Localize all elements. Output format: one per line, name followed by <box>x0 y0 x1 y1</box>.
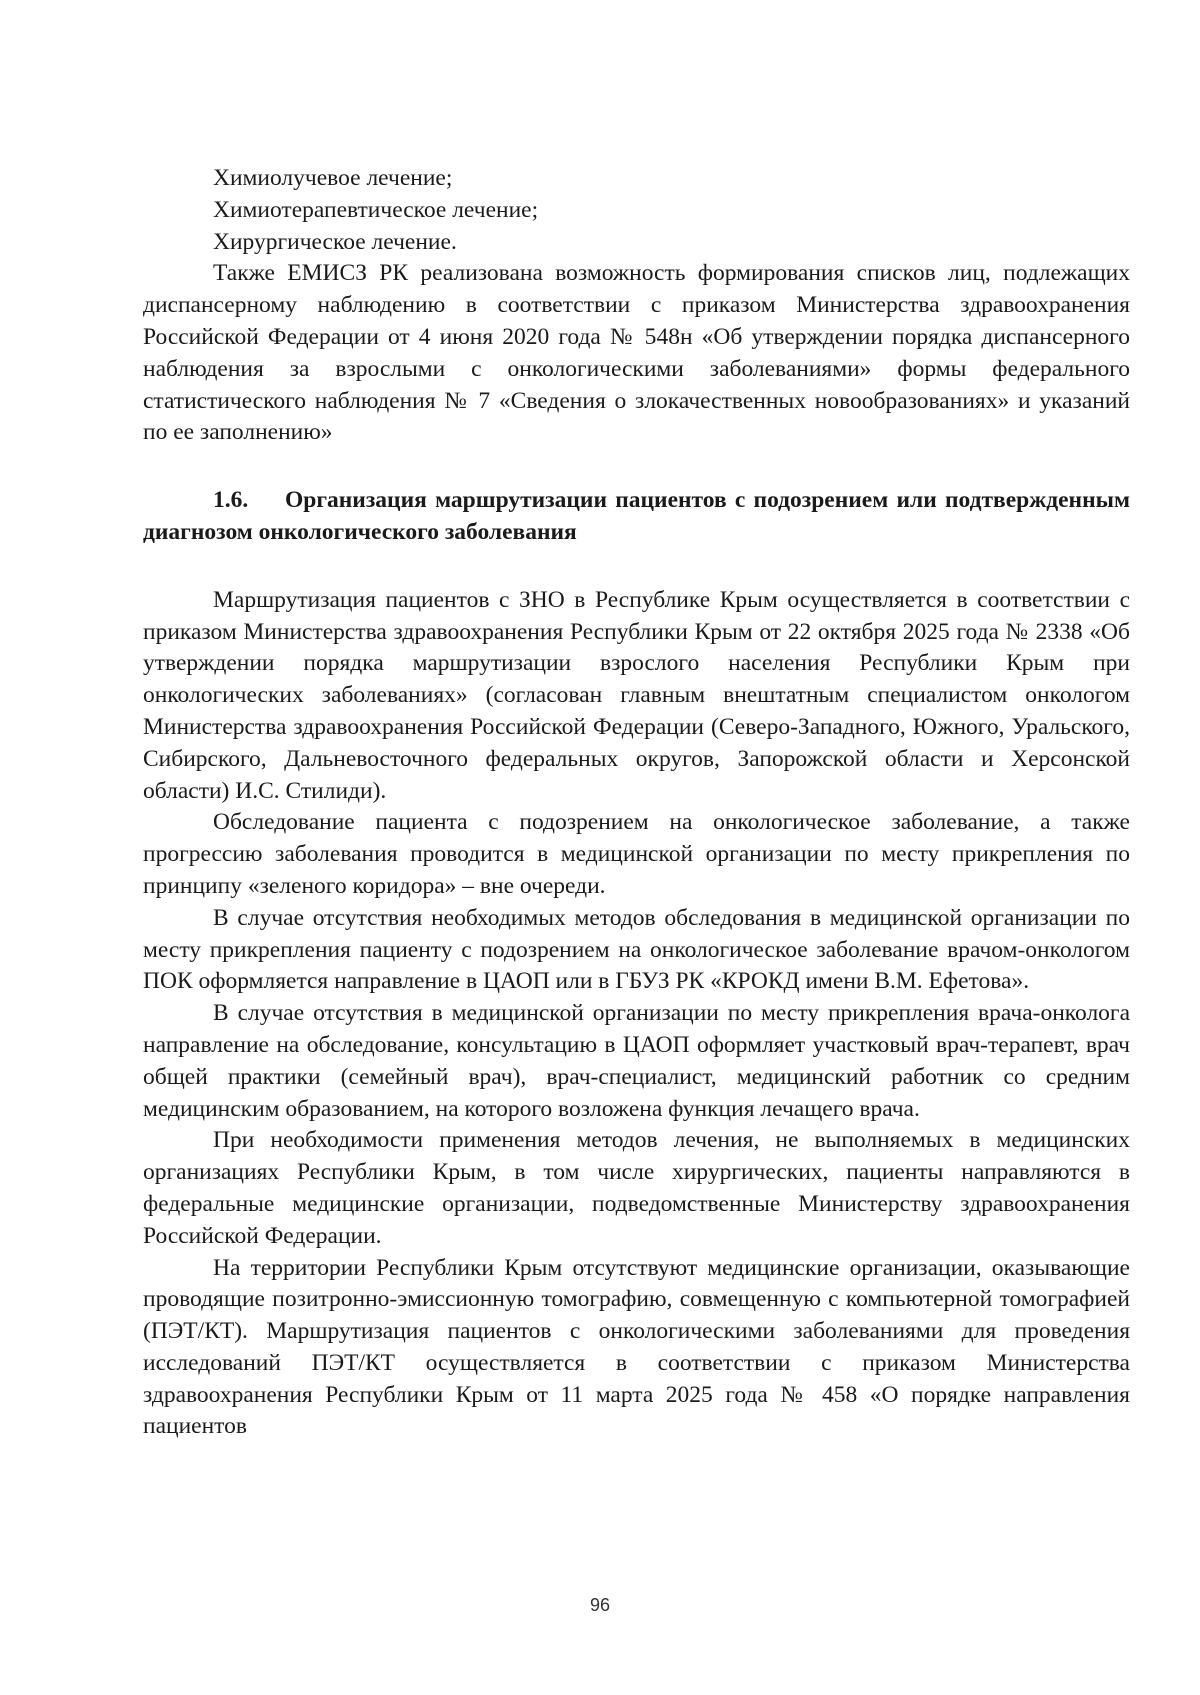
paragraph-federal-organizations: При необходимости применения методов лечения, не выполняемых в медицинских организациях Республики Крым, в том числе хирургических, пациенты направляются в федеральные медицинские организации, подведомственные Министерству здравоохранения Российской Федерации. <box>143 1127 1130 1249</box>
document-body <box>143 163 1130 1443</box>
paragraph-routing-order: Маршрутизация пациентов с ЗНО в Республике Крым осуществляется в соответствии с приказом Министерства здравоохранения Республики Крым от 22 октября 2025 года № 2338 «Об утверждении порядка маршрутизации взрослого населения Республики Крым при онкологических заболеваниях» (согласован главным внештатным специалистом онкологом Министерства здравоохранения Российской Федерации (Северо-Западного, Южного, Уральского, Сибирского, Дальневосточного федеральных округов, Запорожской области и Херсонской области) И.С. Стилиди). <box>143 586 1130 804</box>
paragraph-intro: Также ЕМИСЗ РК реализована возможность формирования списков лиц, подлежащих диспансерному наблюдению в соответствии с приказом Министерства здравоохранения Российской Федерации от 4 июня 2020 года № 548н «Об утверждении порядка диспансерного наблюдения за взрослыми с онкологическими заболеваниями» формы федерального статистического наблюдения № 7 «Сведения о злокачественных новообразованиях» и указаний по ее заполнению» <box>143 260 1130 446</box>
section-heading <box>143 485 1130 549</box>
paragraph-pet-ct: На территории Республики Крым отсутствуют медицинские организации, оказывающие проводящие позитронно-эмиссионную томографию, совмещенную с компьютерной томографией (ПЭТ/КТ). Маршрутизация пациентов с онкологическими заболеваниями для проведения исследований ПЭТ/КТ осуществляется в соответствии с приказом Министерства здравоохранения Республики Крым от 11 марта 2025 года № 458 «О порядке направления пациентов <box>143 1254 1130 1440</box>
paragraph-referral-oncologist: В случае отсутствия необходимых методов обследования в медицинской организации по месту прикрепления пациенту с подозрением на онкологическое заболевание врачом-онкологом ПОК оформляется направление в ЦАОП или в ГБУЗ РК «КРОКД имени В.М. Ефетова». <box>143 904 1130 995</box>
list-item-chemoradiation: Химиолучевое лечение; <box>213 165 453 191</box>
list-item-chemotherapy: Химиотерапевтическое лечение; <box>213 196 539 223</box>
page-number: 96 <box>589 1595 611 1615</box>
section-number: 1.6. <box>213 487 249 514</box>
section-title: Организация маршрутизации пациентов с подозрением или подтвержденным диагнозом онкологического заболевания <box>143 487 1130 545</box>
list-item-surgery: Хирургическое лечение. <box>213 228 457 255</box>
paragraph-examination: Обследование пациента с подозрением на онкологическое заболевание, а также прогрессию заболевания проводится в медицинской организации по месту прикрепления по принципу «зеленого коридора» – вне очереди. <box>143 809 1130 899</box>
paragraph-referral-therapist: В случае отсутствия в медицинской организации по месту прикрепления врача-онколога направление на обследование, консультацию в ЦАОП оформляет участковый врач-терапевт, врач общей практики (семейный врач), врач-специалист, медицинский работник со средним медицинским образованием, на которого возложена функция лечащего врача. <box>143 1000 1130 1122</box>
